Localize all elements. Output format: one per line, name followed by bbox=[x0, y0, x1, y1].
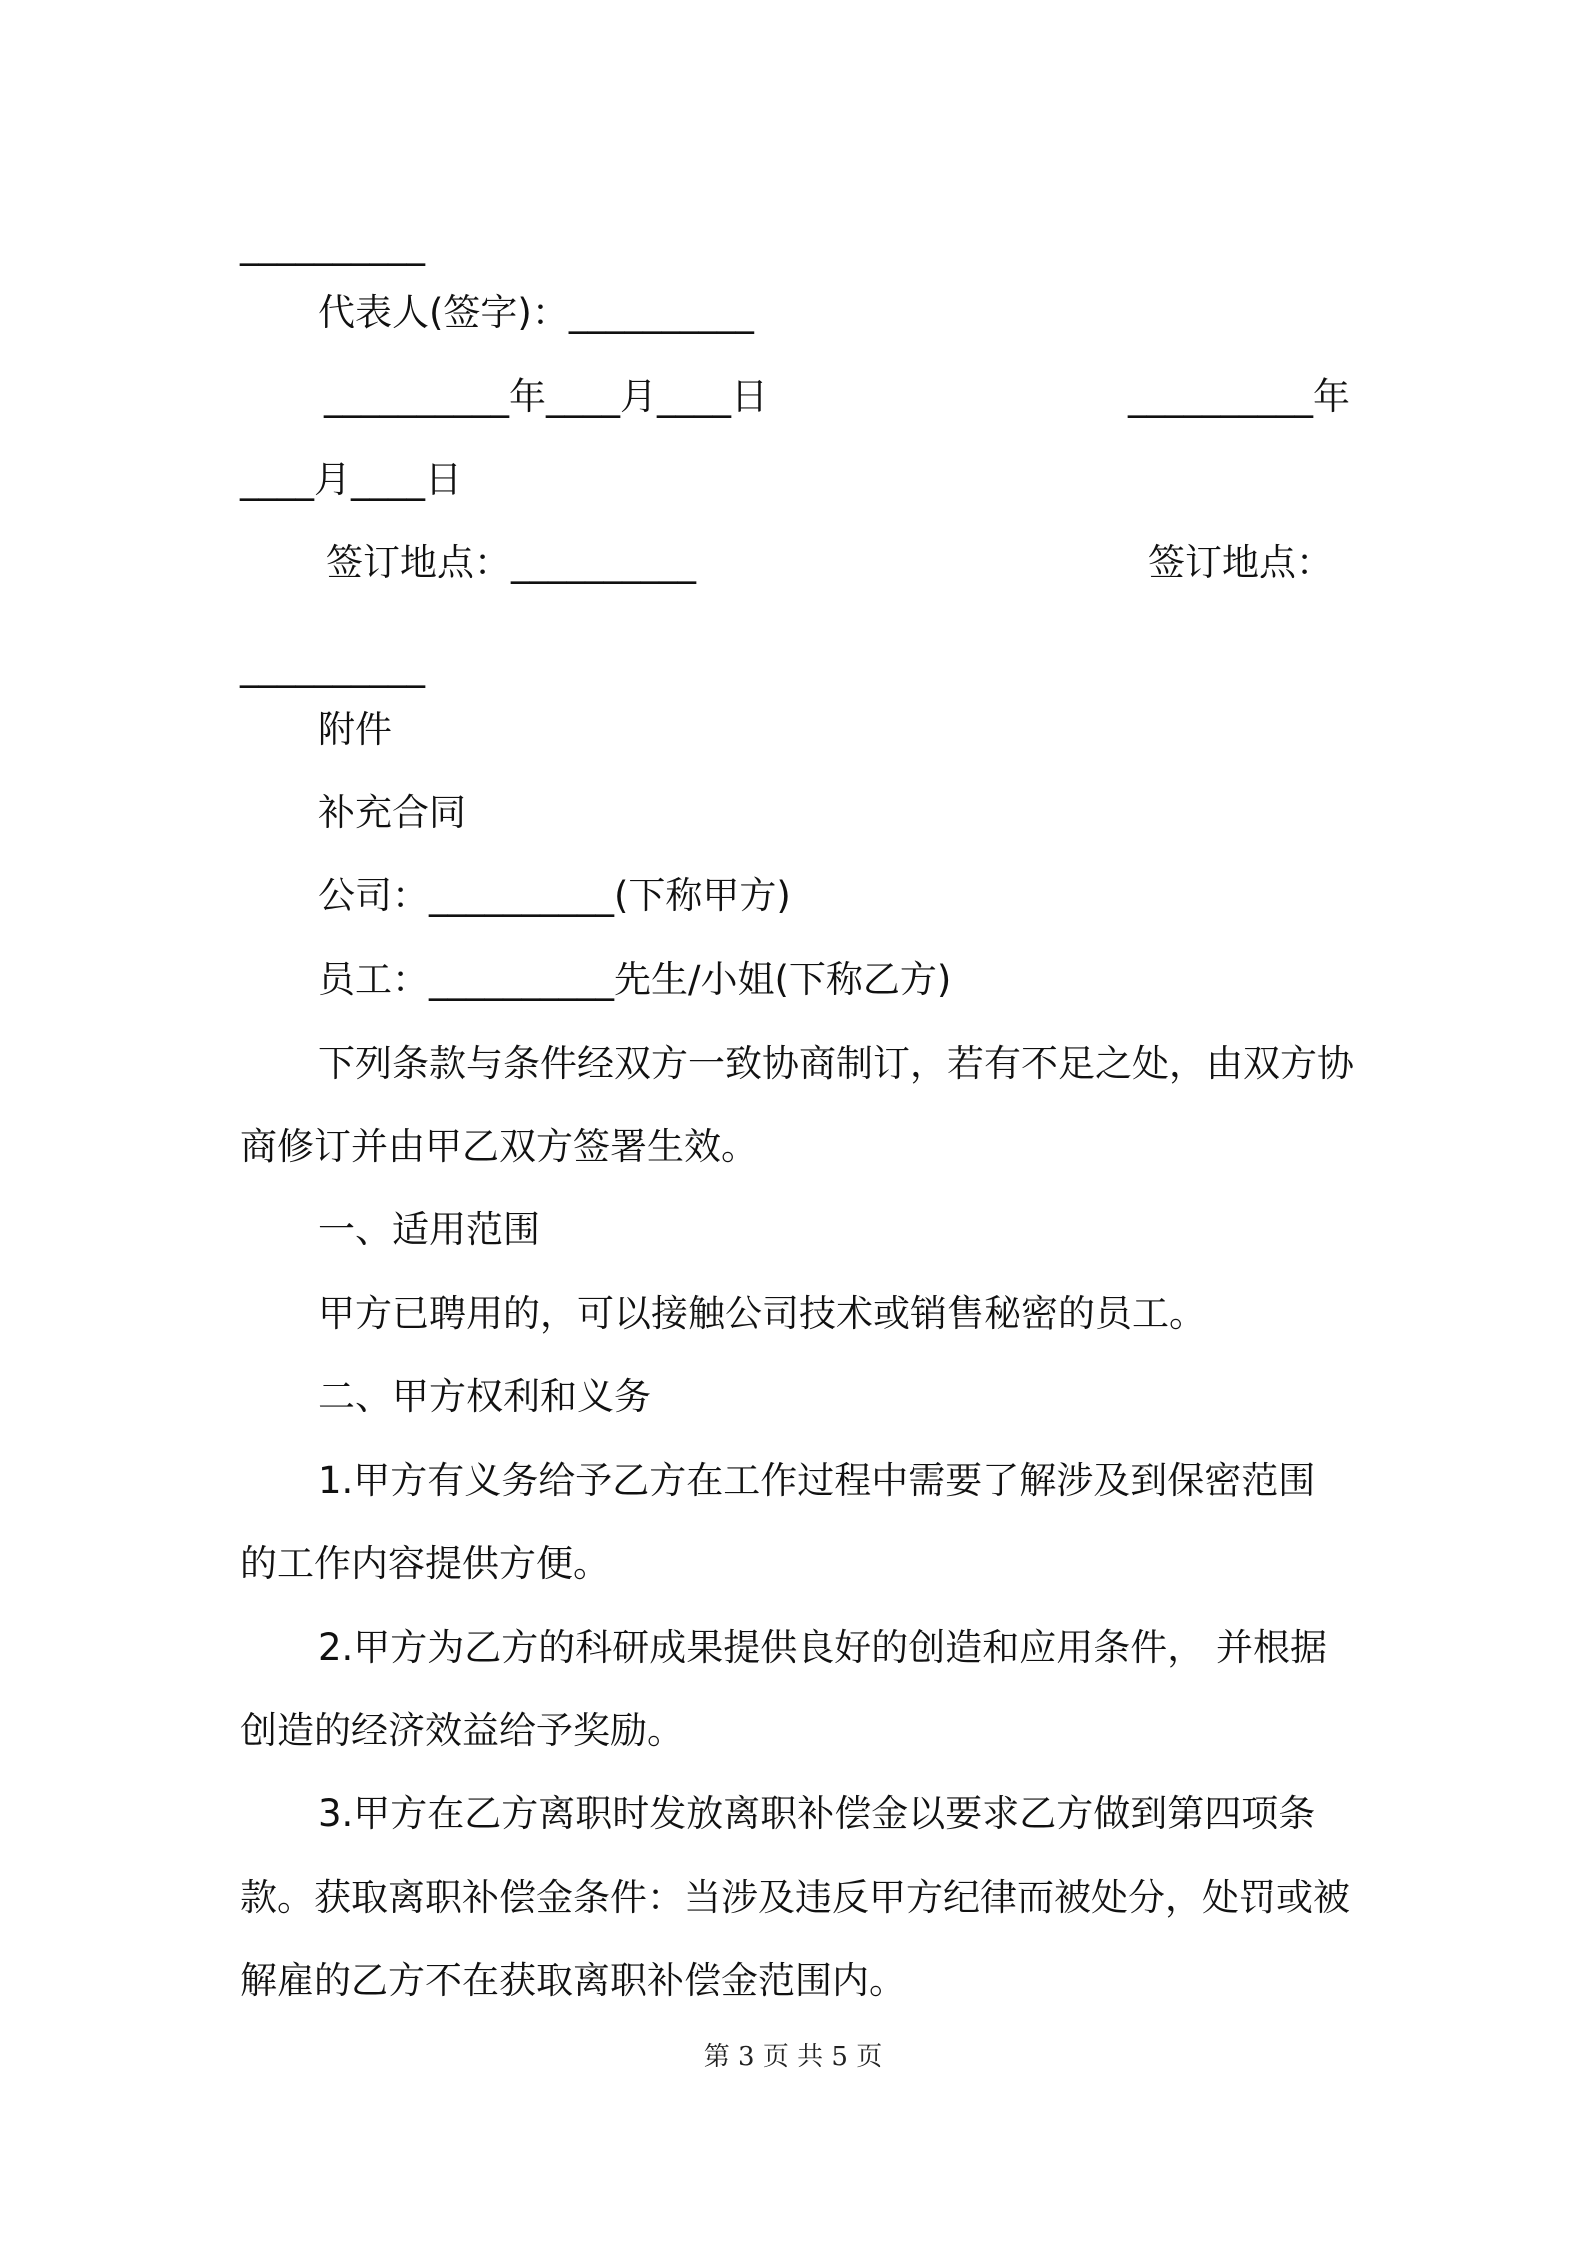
attachment-heading: 附件 bbox=[318, 708, 392, 751]
section-2-heading: 二、甲方权利和义务 bbox=[318, 1375, 651, 1418]
page-number-footer: 第 3 页 共 5 页 bbox=[703, 2042, 883, 2072]
section-1-text: 甲方已聘用的，可以接触公司技术或销售秘密的员工。 bbox=[318, 1292, 1206, 1335]
preamble-paragraph-line-2: 商修订并由甲乙双方签署生效。 bbox=[240, 1125, 758, 1168]
section-1-heading: 一、适用范围 bbox=[318, 1208, 540, 1251]
supplementary-contract-title: 补充合同 bbox=[318, 791, 466, 834]
clause-2-line-1: 2.甲方为乙方的科研成果提供良好的创造和应用条件， 并根据 bbox=[318, 1626, 1328, 1669]
representative-signature-line: 代表人(签字)：__________ bbox=[318, 291, 754, 334]
signing-place-right-blank: __________ bbox=[240, 645, 425, 688]
date-line-left: __________年____月____日 bbox=[324, 375, 768, 418]
employee-party-line: 员工：__________先生/小姐(下称乙方) bbox=[318, 958, 952, 1001]
date-line-right-year: __________年 bbox=[1128, 375, 1350, 418]
signature-blank-top: __________ bbox=[240, 223, 425, 266]
clause-1-line-1: 1.甲方有义务给予乙方在工作过程中需要了解涉及到保密范围 bbox=[318, 1459, 1316, 1502]
preamble-paragraph-line-1: 下列条款与条件经双方一致协商制订，若有不足之处，由双方协 bbox=[318, 1042, 1354, 1085]
signing-place-left: 签订地点：__________ bbox=[326, 541, 696, 584]
date-line-right-month-day: ____月____日 bbox=[240, 458, 462, 501]
clause-3-line-1: 3.甲方在乙方离职时发放离职补偿金以要求乙方做到第四项条 bbox=[318, 1792, 1316, 1835]
clause-1-line-2: 的工作内容提供方便。 bbox=[240, 1542, 610, 1585]
signing-place-right: 签订地点： bbox=[1148, 541, 1333, 584]
clause-2-line-2: 创造的经济效益给予奖励。 bbox=[240, 1709, 684, 1752]
clause-3-line-2: 款。获取离职补偿金条件：当涉及违反甲方纪律而被处分，处罚或被 bbox=[240, 1876, 1350, 1919]
clause-3-line-3: 解雇的乙方不在获取离职补偿金范围内。 bbox=[240, 1959, 906, 2002]
company-party-line: 公司：__________(下称甲方) bbox=[318, 874, 791, 917]
